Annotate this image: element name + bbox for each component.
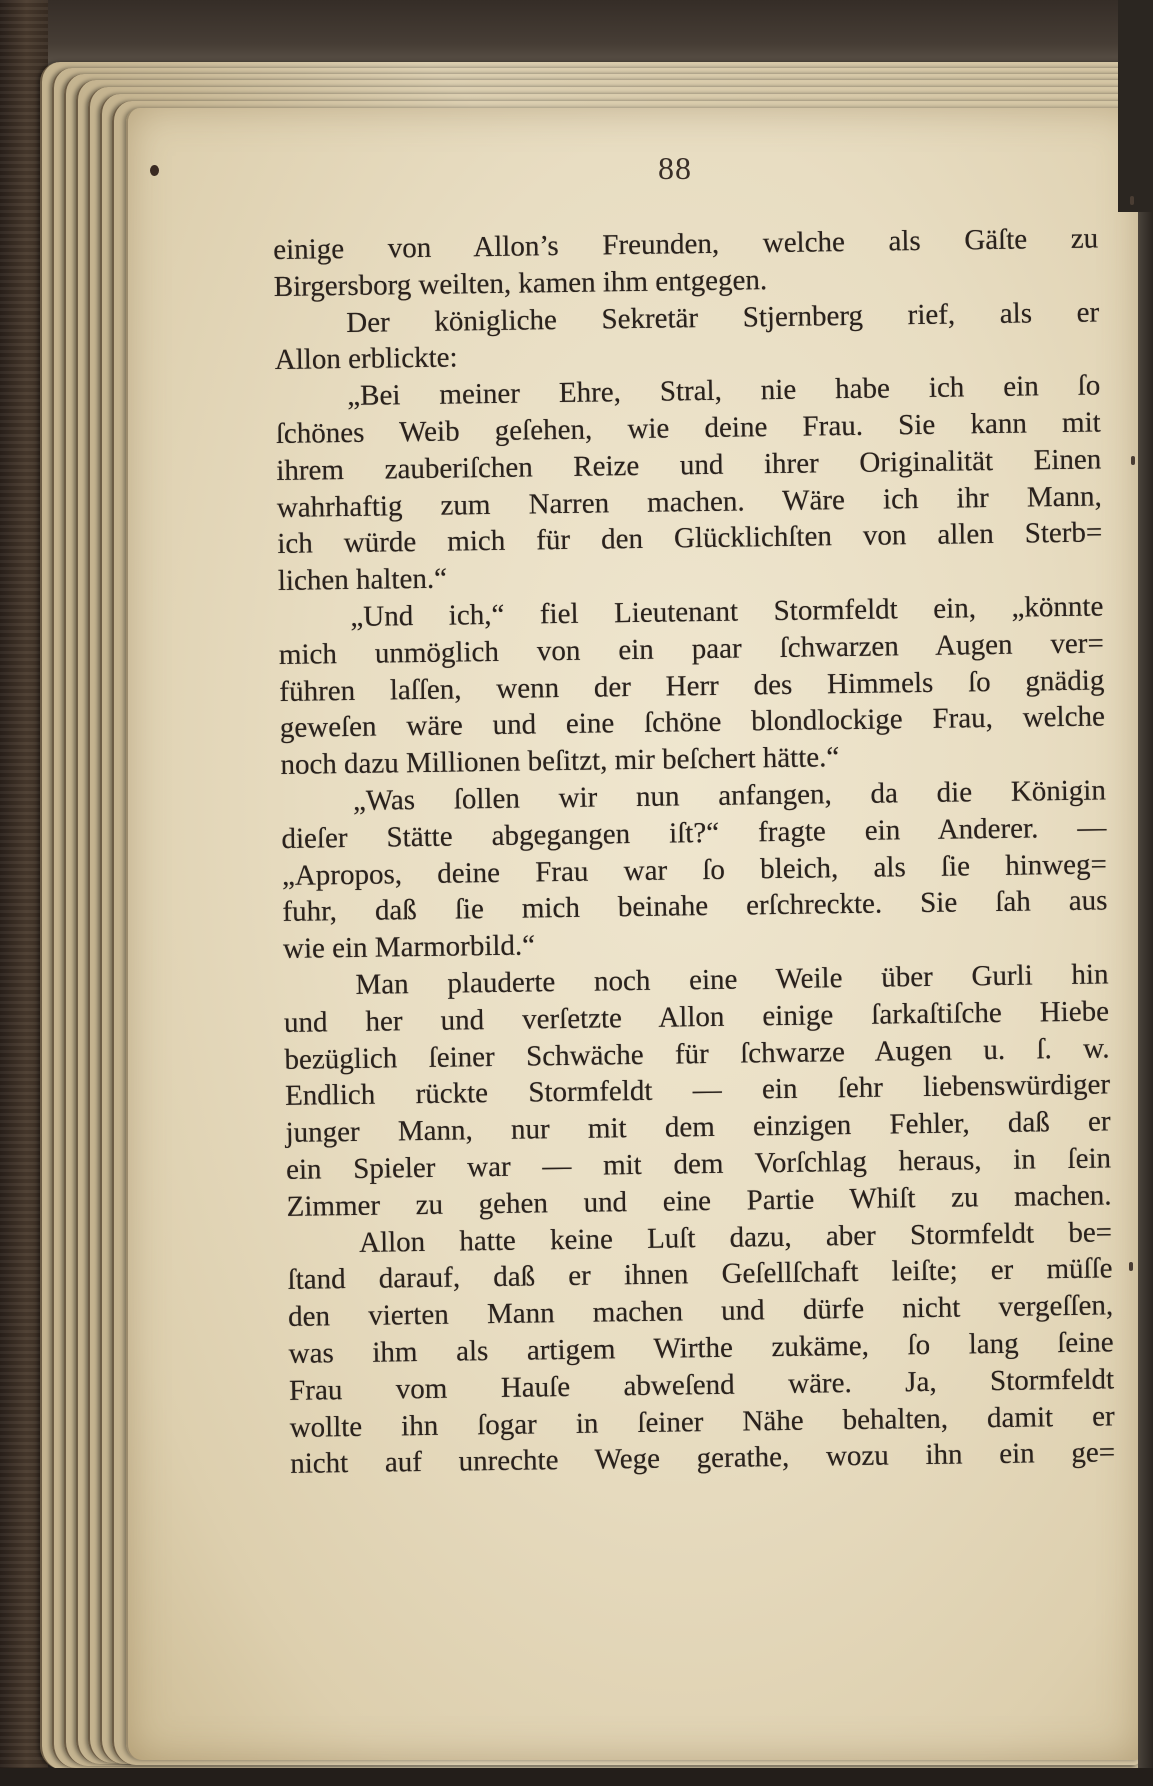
text-line: was ihm als artigem Wirthe zukäme, ſo lang ſeine xyxy=(288,1326,1114,1370)
margin-mark xyxy=(1129,1262,1133,1271)
text-line: ich würde mich für den Glücklichſten von allen Sterb= xyxy=(277,516,1103,561)
text-line: mich unmöglich von ein paar ſchwarzen Augen ver= xyxy=(278,627,1105,671)
text-line: Allon erblickte: xyxy=(274,341,458,377)
page-number: 88 xyxy=(658,150,692,186)
text-line: „Und ich,“ fiel Lieutenant Stormfeldt ein, „könnte xyxy=(350,590,1104,633)
text-line: einige von Allon’s Freunden, welche als Gäſte zu xyxy=(273,222,1099,266)
text-line: junger Mann, nur mit dem einzigen Fehler, daß er xyxy=(285,1105,1111,1150)
margin-mark xyxy=(1131,456,1135,465)
text-line: dieſer Stätte abgegangen iſt?“ fragte ein Anderer. — xyxy=(281,811,1107,855)
text-line: nicht auf unrechte Wege gerathe, wozu ihn ein ge= xyxy=(289,1436,1116,1481)
text-line: wahrhaftig zum Narren machen. Wäre ich ihr Mann, xyxy=(276,480,1102,524)
text-line: „Bei meiner Ehre, Stral, nie habe ich ein ſo xyxy=(347,369,1101,413)
text-line: ſchönes Weib geſehen, wie deine Frau. Sie kann mit xyxy=(275,406,1101,450)
text-line: Allon hatte keine Luſt dazu, aber Stormfeldt be= xyxy=(358,1215,1113,1259)
text-line: ſtand darauf, daß er ihnen Geſellſchaft leiſte; er müſſe xyxy=(287,1252,1113,1297)
scan-background-corner xyxy=(1118,0,1153,212)
text-line: führen laſſen, wenn der Herr des Himmels ſo gnädig xyxy=(279,664,1105,708)
scan-background-right xyxy=(1138,0,1153,1786)
scan-background-bottom xyxy=(0,1768,1153,1786)
ink-spot xyxy=(150,165,159,176)
text-line: Man plauderte noch eine Weile über Gurli hin xyxy=(355,958,1109,1001)
text-line: Der königliche Sekretär Stjernberg rief, als er xyxy=(346,296,1100,339)
text-line: den vierten Mann machen und dürfe nicht vergeſſen, xyxy=(287,1289,1114,1334)
text-line: bezüglich ſeiner Schwäche für ſchwarze Augen u. ſ. w. xyxy=(284,1031,1110,1076)
text-line: Birgersborg weilten, kamen ihm entgegen. xyxy=(273,263,768,303)
text-line: und her und verſetzte Allon einige ſarkaſtiſche Hiebe xyxy=(283,995,1110,1039)
text-line: wollte ihn ſogar in ſeiner Nähe behalten, damit er xyxy=(289,1399,1115,1444)
text-line: geweſen wäre und eine ſchöne blondlockige Frau, welche xyxy=(279,700,1106,745)
text-line: wie ein Marmorbild.“ xyxy=(282,929,536,966)
text-line: Zimmer zu gehen und eine Partie Whiſt zu machen. xyxy=(286,1179,1112,1223)
text-line: „Was ſollen wir nun anfangen, da die Königin xyxy=(352,774,1107,817)
text-line: lichen halten.“ xyxy=(277,562,448,598)
text-line: ein Spieler war — mit dem Vorſchlag heraus, in ſein xyxy=(285,1142,1112,1186)
body-text xyxy=(273,220,1115,1482)
text-line: fuhr, daß ſie mich beinahe erſchreckte. Sie ſah aus xyxy=(282,884,1108,929)
text-line: Frau vom Hauſe abweſend wäre. Ja, Stormfeldt xyxy=(288,1363,1115,1407)
margin-mark xyxy=(1130,196,1134,205)
text-line: noch dazu Millionen beſitzt, mir beſchert hätte.“ xyxy=(280,741,840,782)
text-line: Endlich rückte Stormfeldt — ein ſehr liebenswürdiger xyxy=(284,1068,1111,1113)
text-line: „Apropos, deine Frau war ſo bleich, als ſie hinweg= xyxy=(281,847,1108,892)
text-line: ihrem zauberiſchen Reize und ihrer Originalität Einen xyxy=(276,443,1102,487)
